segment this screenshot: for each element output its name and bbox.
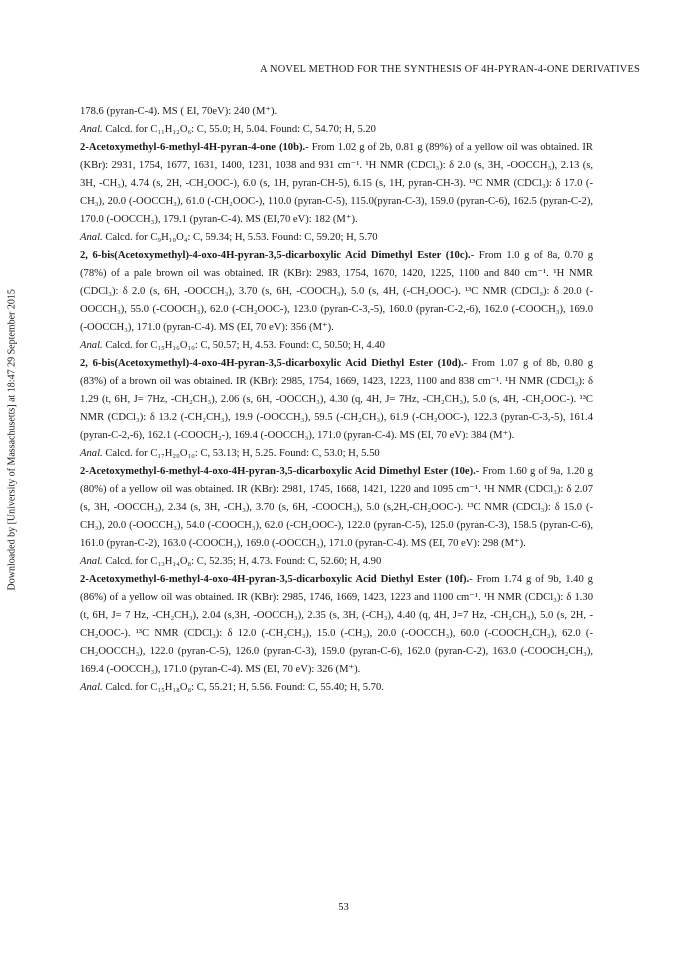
compound-paragraph xyxy=(80,571,593,679)
compound-paragraph xyxy=(80,463,593,553)
anal-label: Anal. xyxy=(80,340,103,351)
anal-line xyxy=(80,553,593,571)
anal-text: Calcd. for C₁₅H₁₈O₈: C, 55.21; H, 5.56. Found: C, 55.40; H, 5.70. xyxy=(102,682,384,693)
compound-heading: 2, 6-bis(Acetoxymethyl)-4-oxo-4H-pyran-3,5-dicarboxylic Acid Dimethyl Ester (10c). xyxy=(80,250,471,261)
compound-heading: 2, 6-bis(Acetoxymethyl)-4-oxo-4H-pyran-3,5-dicarboxylic Acid Diethyl Ester (10d). xyxy=(80,358,464,369)
compound-heading: 2-Acetoxymethyl-6-methyl-4H-pyran-4-one (10b). xyxy=(80,142,306,153)
compound-paragraph xyxy=(80,139,593,229)
compound-paragraph xyxy=(80,247,593,337)
article-body xyxy=(80,103,593,697)
anal-label: Anal. xyxy=(80,232,103,243)
compound-paragraph xyxy=(80,355,593,445)
running-head: A NOVEL METHOD FOR THE SYNTHESIS OF 4H-PYRAN-4-ONE DERIVATIVES xyxy=(260,64,640,75)
download-watermark: Downloaded by [University of Massachusetts] at 18:47 29 September 2015 xyxy=(6,289,18,591)
compound-text: - From 1.74 g of 9b, 1.40 g (86%) of a yellow oil was obtained. IR (KBr): 2985, 1746, 1669, 1423, 1223 and 1100 cm⁻¹. ¹H NMR (CDCl₃): δ 1.30 (t, 6H, J= 7 Hz, -CH₂CH₃), 2.04 (s,3H, -OOCCH₃), 2.35 (s, 3H, (-CH₃), 4.40 (q, 4H, J=7 Hz, -CH₂CH₃), 5.0 (s, 2H, -CH₂OOC-). ¹³C NMR (CDCl₃): δ 12.0 (-CH₂CH₃), 15.0 (-CH₃), 20.0 (-OOCCH₃), 60.0 (-COOCH₂CH₃), 62.0 (-CH₂OOCCH₃), 122.0 (pyran-C-5), 126.0 (pyran-C-3), 159.0 (pyran-C-6), 162.0 (pyran-C-2), 163.0 (-COOCH₂CH₃), 169.4 (-OOCCH₃), 171.0 (pyran-C-4). MS (EI, 70 eV): 326 (M⁺). xyxy=(80,574,593,675)
anal-label: Anal. xyxy=(80,448,103,459)
anal-text: Calcd. for C₁₇H₂₀O₁₀: C, 53.13; H, 5.25. Found: C, 53.0; H, 5.50 xyxy=(102,448,380,459)
anal-text: Calcd. for C₁₁H₁₂O₆: C, 55.0; H, 5.04. Found: C, 54.70; H, 5.20 xyxy=(102,124,376,135)
anal-line xyxy=(80,229,593,247)
anal-label: Anal. xyxy=(80,682,103,693)
anal-line xyxy=(80,679,593,697)
anal-label: Anal. xyxy=(80,556,103,567)
compound-text: - From 1.02 g of 2b, 0.81 g (89%) of a yellow oil was obtained. IR (KBr): 2931, 1754, 1677, 1631, 1400, 1231, 1038 and 931 cm⁻¹. ¹H NMR (CDCl₃): δ 2.0 (s, 3H, -OOCCH₃), 2.13 (s, 3H, -CH₃), 4.74 (s, 2H, -CH₂OOC-), 6.0 (s, 1H, pyran-CH-5), 6.15 (s, 1H, pyran-CH-3). ¹³C NMR (CDCl₃): δ 17.0 (-CH₃), 20.0 (-OOCCH₃), 61.0 (-CH₂OOC-), 110.0 (pyran-C-5), 115.0(pyran-C-3), 159.0 (pyran-C-6), 162.5 (pyran-C-2), 170.0 (-OOCCH₃), 179.1 (pyran-C-4). MS (EI,70 eV): 182 (M⁺). xyxy=(80,142,593,225)
anal-line xyxy=(80,445,593,463)
compound-heading: 2-Acetoxymethyl-6-methyl-4-oxo-4H-pyran-3,5-dicarboxylic Acid Diethyl Ester (10f). xyxy=(80,574,470,585)
anal-text: Calcd. for C₁₅H₁₆O₁₀: C, 50.57; H, 4.53. Found: C, 50.50; H, 4.40 xyxy=(102,340,385,351)
paragraph-continuation xyxy=(80,103,593,121)
anal-text: Calcd. for C₉H₁₀O₄: C, 59.34; H, 5.53. Found: C, 59.20; H, 5.70 xyxy=(102,232,378,243)
anal-label: Anal. xyxy=(80,124,103,135)
compound-text: - From 1.0 g of 8a, 0.70 g (78%) of a pale brown oil was obtained. IR (KBr): 2983, 1754, 1670, 1420, 1225, 1100 and 840 cm⁻¹. ¹H NMR (CDCl₃): δ 2.0 (s, 6H, -OOCCH₃), 3.70 (s, 6H, -COOCH₃), 5.0 (s, 4H, (-CH₂OOC-). ¹³C NMR (CDCl₃): δ 20.0 (-OOCCH₃), 55.0 (-COOCH₃), 62.0 (-CH₂OOC-), 123.0 (pyran-C-3,-5), 160.0 (pyran-C-2,-6), 162.0 (-COOCH₃), 169.0 (-OOCCH₃), 171.0 (pyran-C-4). MS (EI, 70 eV): 356 (M⁺). xyxy=(80,250,593,333)
anal-line xyxy=(80,337,593,355)
compound-text: - From 1.07 g of 8b, 0.80 g (83%) of a brown oil was obtained. IR (KBr): 2985, 1754, 1669, 1423, 1223, 1100 and 838 cm⁻¹. ¹H NMR (CDCl₃): δ 1.29 (t, 6H, J= 7Hz, -CH₂CH₃), 2.06 (s, 6H, -OOCCH₃), 4.30 (q, 4H, J= 7Hz, -CH₂CH₃), 5.0 (s, 4H, -CH₂OOC-). ¹³C NMR (CDCl₃): δ 13.2 (-CH₂CH₃), 19.9 (-OOCCH₃), 59.5 (-CH₂CH₃), 61.9 (-CH₂OOC-), 122.3 (pyran-C-3,-5), 161.4 (pyran-C-2,-6), 162.1 (-COOCH₂-), 169.4 (-OOCCH₃), 171.0 (pyran-C-4). MS (EI, 70 eV): 384 (M⁺). xyxy=(80,358,593,441)
anal-text: Calcd. for C₁₃H₁₄O₈: C, 52.35; H, 4.73. Found: C, 52.60; H, 4.90 xyxy=(102,556,382,567)
page-number: 53 xyxy=(338,902,349,913)
anal-line xyxy=(80,121,593,139)
compound-text: - From 1.60 g of 9a, 1.20 g (80%) of a yellow oil was obtained. IR (KBr): 2981, 1745, 1668, 1421, 1220 and 1095 cm⁻¹. ¹H NMR (CDCl₃): δ 2.07 (s, 3H, -OOCCH₃), 2.34 (s, 3H, -CH₃), 3.70 (s, 6H, -COOCH₃), 5.0 (s,2H,-CH₂OOC-). ¹³C NMR (CDCl₃): δ 15.0 (-CH₃), 20.0 (-OOCCH₃), 54.0 (-COOCH₃), 62.0 (-CH₂OOC-), 122.0 (pyran-C-5), 125.0 (pyran-C-3), 158.5 (pyran-C-6), 161.0 (pyran-C-2), 163.0 (-COOCH₃), 169.0 (-OOCCH₃), 171.0 (pyran-C-4). MS (EI, 70 eV): 298 (M⁺). xyxy=(80,466,593,549)
paragraph-text: 178.6 (pyran-C-4). MS ( EI, 70eV): 240 (M⁺). xyxy=(80,106,278,117)
compound-heading: 2-Acetoxymethyl-6-methyl-4-oxo-4H-pyran-3,5-dicarboxylic Acid Dimethyl Ester (10e). xyxy=(80,466,476,477)
